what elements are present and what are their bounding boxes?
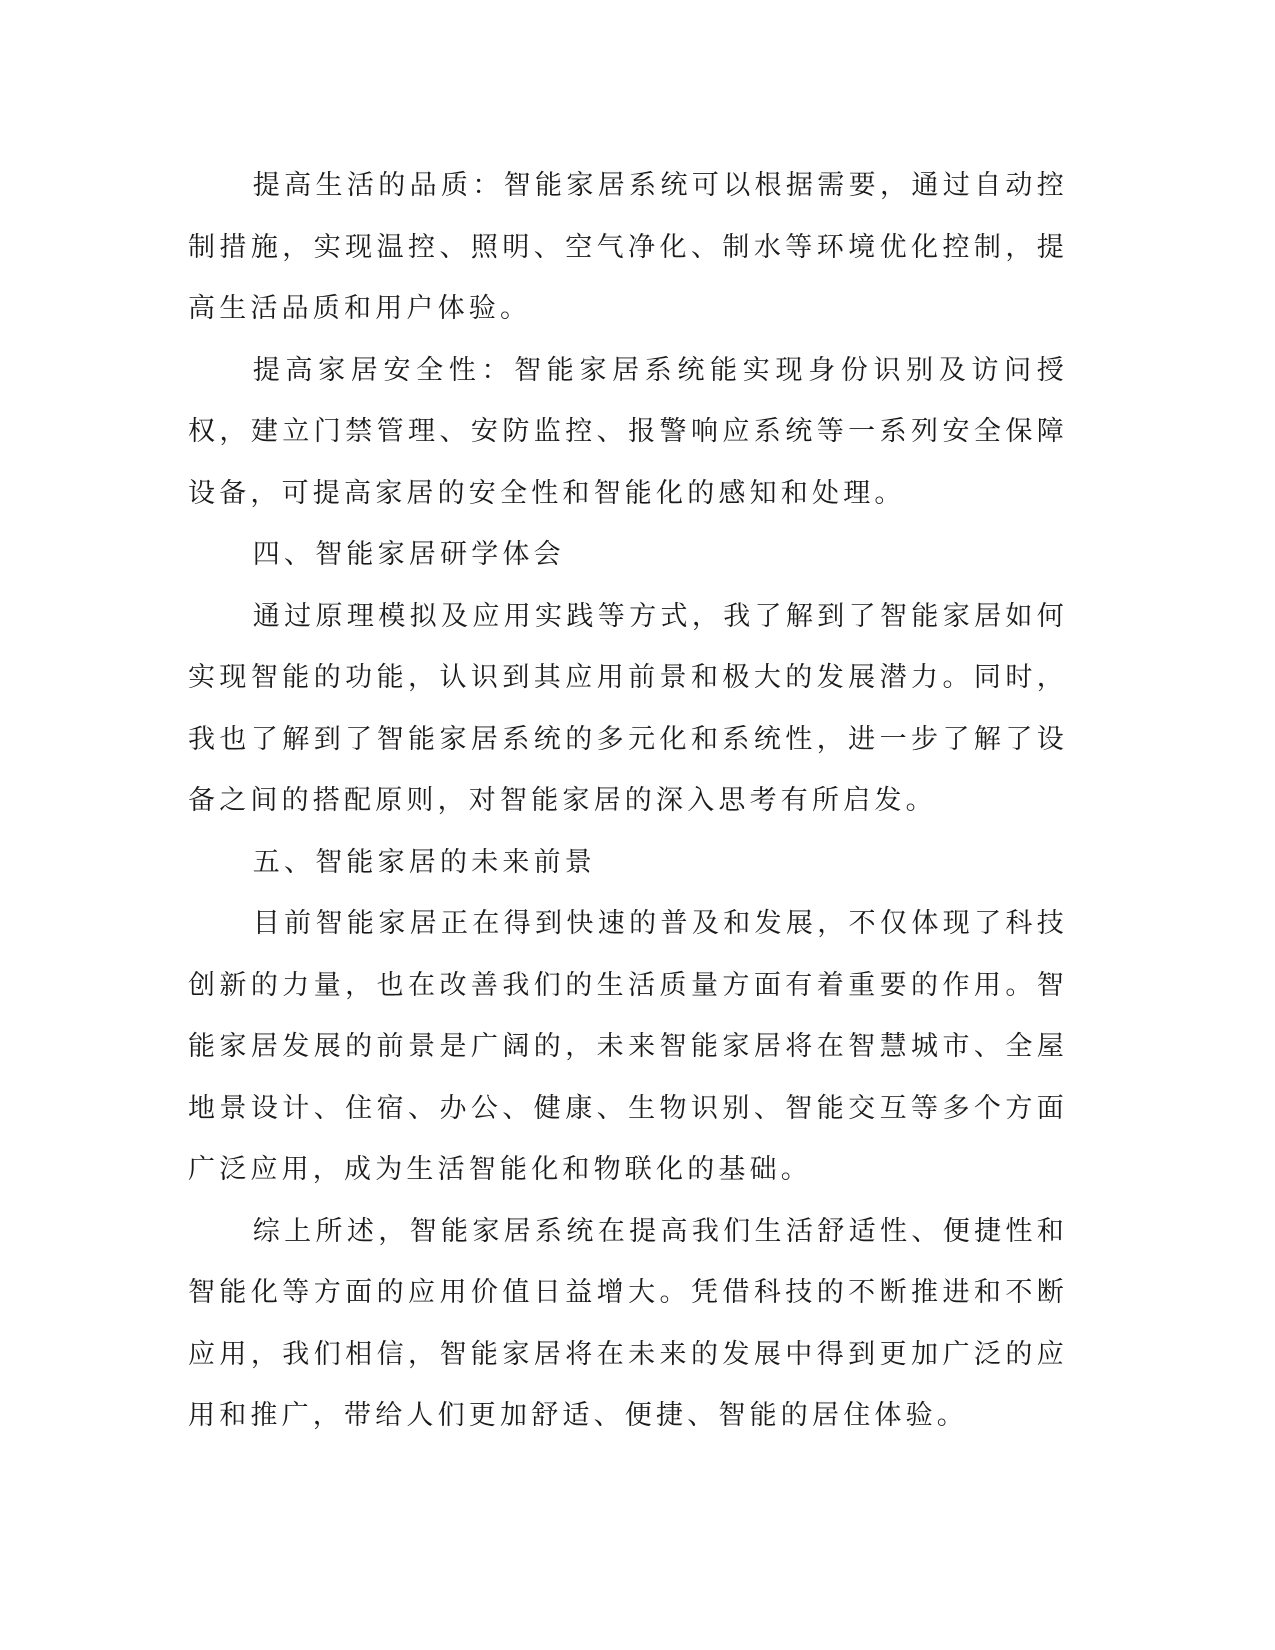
paragraph-experience: 通过原理模拟及应用实践等方式，我了解到了智能家居如何实现智能的功能，认识到其应用前景和极大的发展潜力。同时，我也了解到了智能家居系统的多元化和系统性，进一步了解了设备之间的搭配原则，对智能家居的深入思考有所启发。 [188, 600, 1068, 816]
paragraph-future: 目前智能家居正在得到快速的普及和发展，不仅体现了科技创新的力量，也在改善我们的生活质量方面有着重要的作用。智能家居发展的前景是广阔的，未来智能家居将在智慧城市、全屋地景设计、住宿、办公、健康、生物识别、智能交互等多个方面广泛应用，成为生活智能化和物联化的基础。 [188, 908, 1068, 1185]
paragraph-conclusion: 综上所述，智能家居系统在提高我们生活舒适性、便捷性和智能化等方面的应用价值日益增大。凭借科技的不断推进和不断应用，我们相信，智能家居将在未来的发展中得到更加广泛的应用和推广，带给人们更加舒适、便捷、智能的居住体验。 [188, 1215, 1068, 1431]
document-page [188, 155, 1068, 1447]
section-heading-4: 四、智能家居研学体会 [252, 539, 565, 570]
paragraph-security: 提高家居安全性：智能家居系统能实现身份识别及访问授权，建立门禁管理、安防监控、报警响应系统等一系列安全保障设备，可提高家居的安全性和智能化的感知和处理。 [188, 354, 1068, 509]
section-heading-5: 五、智能家居的未来前景 [252, 846, 596, 878]
paragraph-quality: 提高生活的品质：智能家居系统可以根据需要，通过自动控制措施，实现温控、照明、空气净化、制水等环境优化控制，提高生活品质和用户体验。 [188, 170, 1068, 324]
